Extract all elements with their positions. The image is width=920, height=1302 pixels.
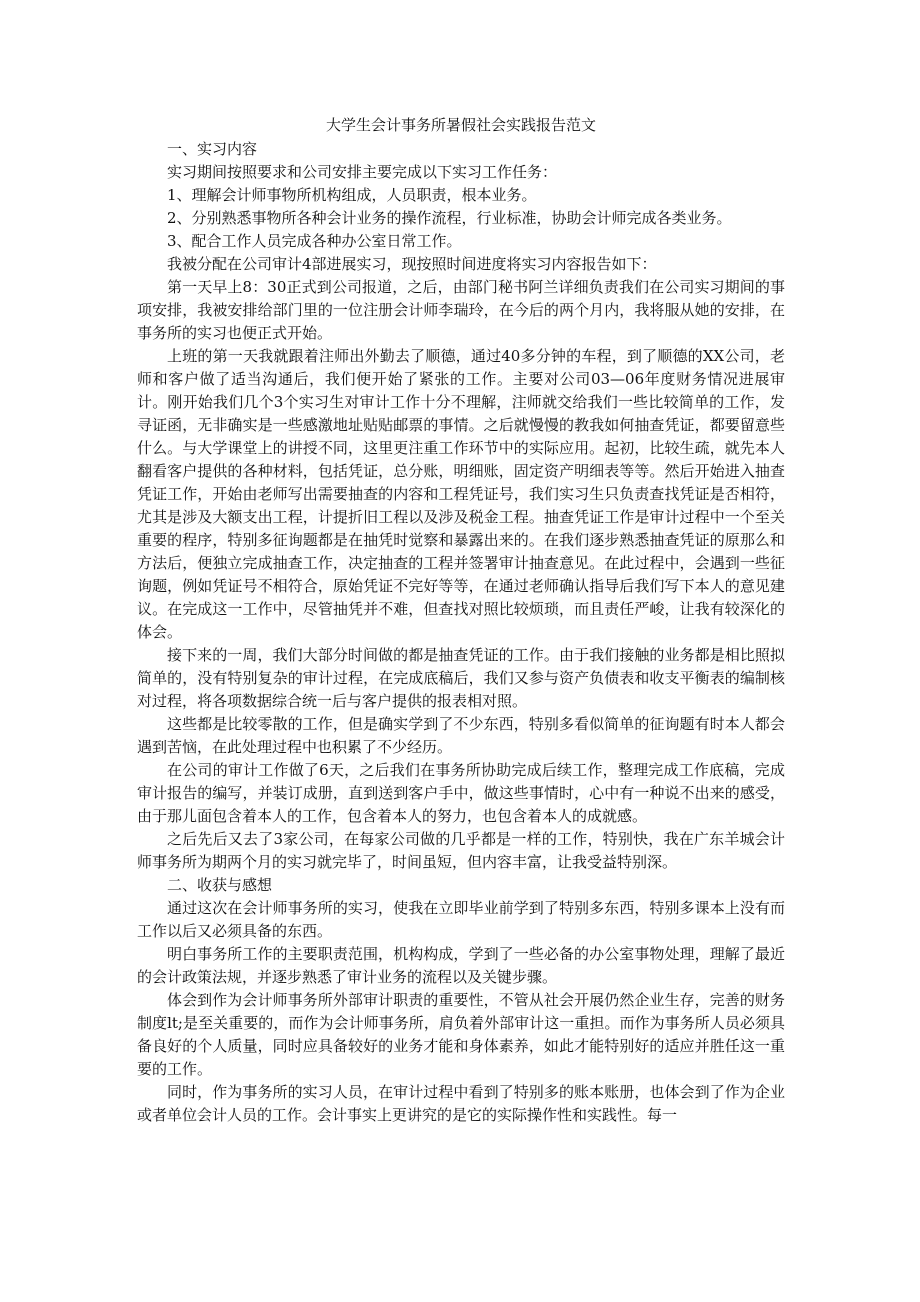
- paragraph-scattered-work: 这些都是比较零散的工作，但是确实学到了不少东西，特别多看似简单的征询题有时本人都会遇到苦恼，在此处理过程中也积累了不少经历。: [137, 715, 785, 756]
- paragraph-six-days: 在公司的审计工作做了6天，之后我们在事务所协助完成后续工作，整理完成工作底稿，完成审计报告的编写，并装订成册，直到送到客户手中，做这些事情时，心中有一种说不出来的感受，由于那儿面包含着本人的工作，包含着本人的努力，也包含着本人的成就感。: [137, 761, 785, 825]
- task-item-2: 2、分别熟悉事物所各种会计业务的操作流程，行业标准，协助会计师完成各类业务。: [167, 209, 732, 227]
- paragraph-first-day: 第一天早上8：30正式到公司报道，之后，由部门秘书阿兰详细负责我们在公司实习期间的事项安排，我被安排给部门里的一位注册会计师李瑞玲，在今后的两个月内，我将服从她的安排，在事务所的实习也便正式开始。: [137, 278, 785, 342]
- section-heading-gains: 二、收获与感想: [167, 876, 273, 894]
- task-item-3: 3、配合工作人员完成各种办公室日常工作。: [167, 232, 462, 250]
- paragraph-three-companies: 之后先后又去了3家公司，在每家公司做的几乎都是一样的工作，特别快，我在广东羊城会计师事务所为期两个月的实习就完毕了，时间虽短，但内容丰富，让我受益特别深。: [137, 830, 785, 871]
- paragraph-external-audit: 体会到作为会计师事务所外部审计职责的重要性，不管从社会开展仍然企业生存，完善的财务制度lt;是至关重要的，而作为会计师事务所，肩负着外部审计这一重担。而作为事务所人员必须具备良好的个人质量，同时应具备较好的业务才能和身体素养，如此才能特别好的适应并胜任这一重要的工作。: [137, 991, 785, 1078]
- paragraph-next-week: 接下来的一周，我们大部分时间做的都是抽查凭证的工作。由于我们接触的业务都是相比照拟简单的，没有特别复杂的审计过程，在完成底稿后，我们又参与资产负债表和收支平衡表的编制核对过程，将各项数据综合统一后与客户提供的报表相对照。: [137, 646, 785, 710]
- paragraph-assignment: 我被分配在公司审计4部进展实习，现按照时间进度将实习内容报告如下：: [167, 255, 657, 273]
- paragraph-responsibilities: 明白事务所工作的主要职责范围，机构构成，学到了一些必备的办公室事物处理，理解了最近的会计政策法规，并逐步熟悉了审计业务的流程以及关键步骤。: [137, 945, 785, 986]
- document-title: 大学生会计事务所暑假社会实践报告范文: [325, 116, 596, 134]
- paragraph-intro: 实习期间按照要求和公司安排主要完成以下实习工作任务：: [167, 163, 558, 181]
- paragraph-gains-intro: 通过这次在会计师事务所的实习，使我在立即毕业前学到了特别多东西，特别多课本上没有而工作以后又必须具备的东西。: [137, 899, 785, 940]
- paragraph-shunde-audit: 上班的第一天我就跟着注师出外勤去了顺德，通过40多分钟的车程，到了顺德的XX公司，老师和客户做了适当沟通后，我们便开始了紧张的工作。主要对公司03—06年度财务情况进展审计。刚开始我们几个3个实习生对审计工作十分不理解，注师就交给我们一些比较简单的工作，发寻证函，无非确实是一些感激地址贴贴邮票的事情。之后就慢慢的教我如何抽查凭证，都要留意些什么。与大学课堂上的讲授不同，这里更注重工作环节中的实际应用。起初，比较生疏，就先本人翻看客户提供的各种材料，包括凭证，总分账，明细账，固定资产明细表等等。然后开始进入抽查凭证工作，开始由老师写出需要抽查的内容和工程凭证号，我们实习生只负责查找凭证是否相符，尤其是涉及大额支出工程，计提折旧工程以及涉及税金工程。抽查凭证工作是审计过程中一个至关重要的程序，特别多征询题都是在抽凭时觉察和暴露出来的。在我们逐步熟悉抽查凭证的原那么和方法后，便独立完成抽查工作，决定抽查的工程并签署审计抽查意见。在此过程中，会遇到一些征询题，例如凭证号不相符合，原始凭证不完好等等，在通过老师确认指导后我们写下本人的意见建议。在完成这一工作中，尽管抽凭并不难，但查找对照比较烦琐，而且责任严峻，让我有较深化的体会。: [137, 347, 785, 641]
- section-heading-content: 一、实习内容: [167, 140, 258, 158]
- paragraph-accounting-practice: 同时，作为事务所的实习人员，在审计过程中看到了特别多的账本账册，也体会到了作为企业或者单位会计人员的工作。会计事实上更讲究的是它的实际操作性和实践性。每一: [137, 1083, 785, 1124]
- task-item-1: 1、理解会计师事物所机构组成，人员职责，根本业务。: [167, 186, 537, 204]
- document-body: [137, 115, 785, 1127]
